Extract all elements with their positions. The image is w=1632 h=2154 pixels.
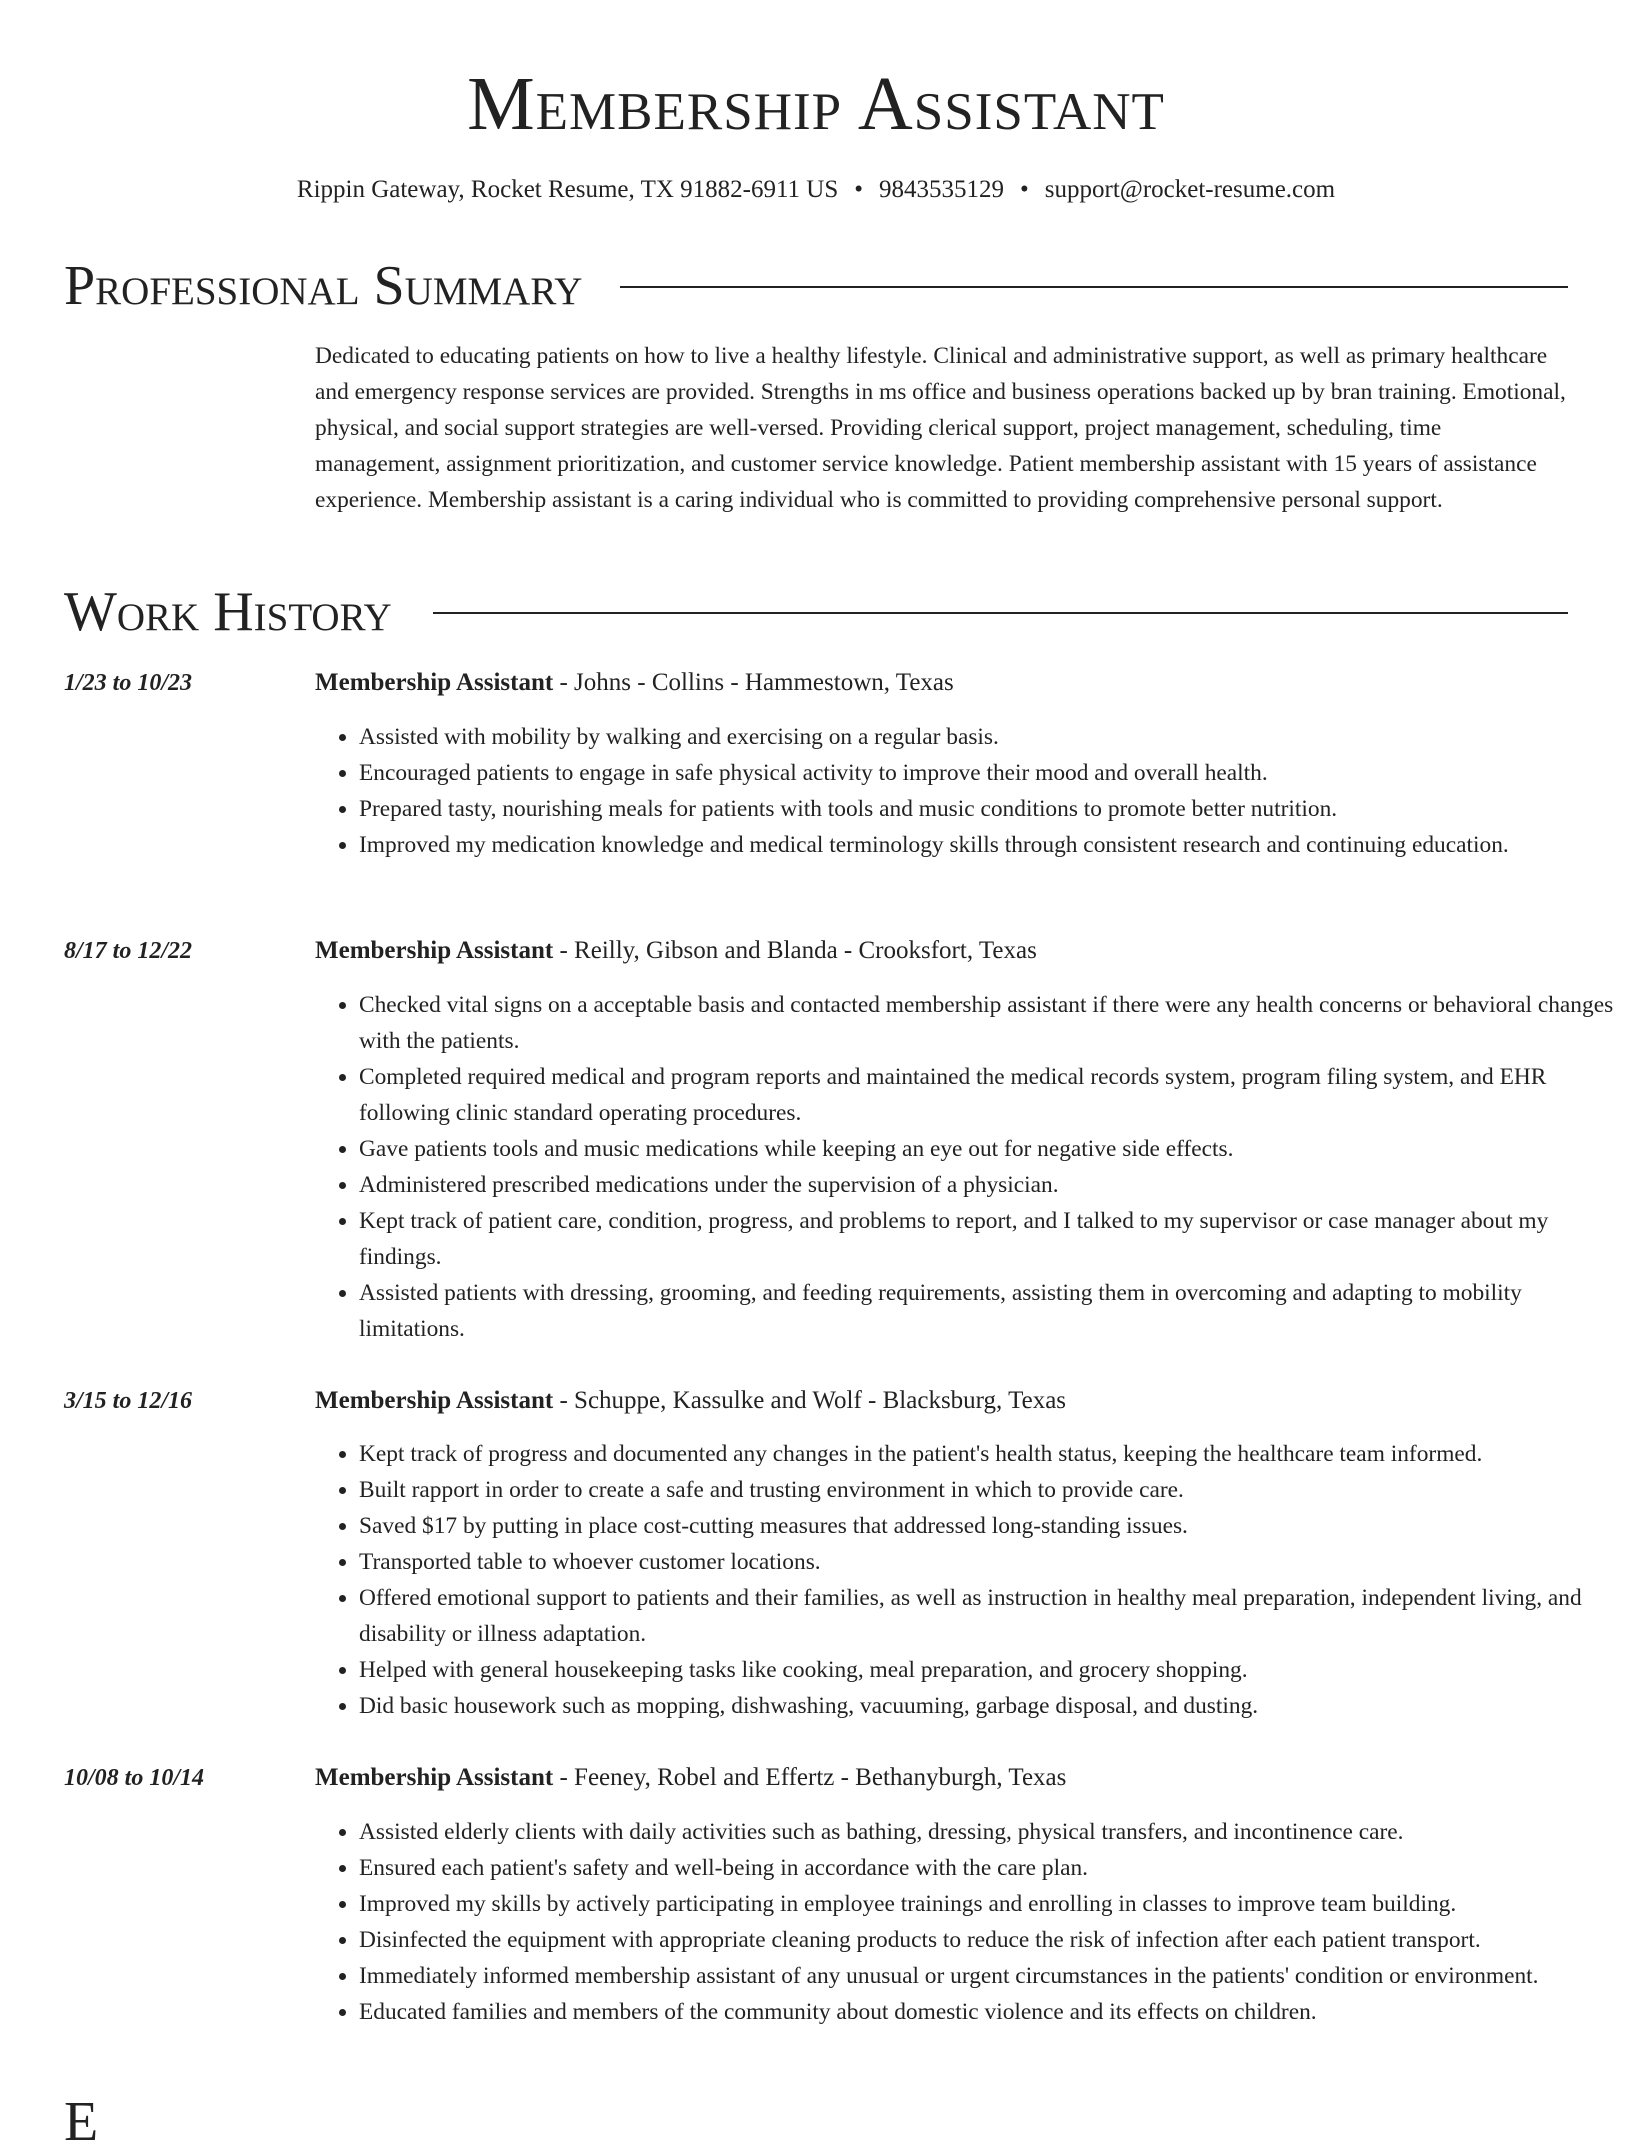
job-bullet: • Administered prescribed medications under the supervision of a physician. <box>359 1167 1614 1203</box>
job-bullet: • Did basic housework such as mopping, dishwashing, vacuuming, garbage disposal, and dusting. <box>359 1688 1614 1724</box>
contact-separator: • <box>854 176 864 203</box>
job-bullets <box>315 987 1614 1347</box>
job-header <box>315 665 954 701</box>
job-title: Membership Assistant <box>315 937 554 964</box>
job-header <box>315 933 1037 969</box>
job-bullet: • Gave patients tools and music medications while keeping an eye out for negative side effects. <box>359 1131 1614 1167</box>
job-employer: - Feeney, Robel and Effertz - Bethanyburgh, Texas <box>553 1764 1067 1791</box>
job-title: Membership Assistant <box>315 1387 554 1414</box>
job-bullet: • Saved $17 by putting in place cost-cutting measures that addressed long-standing issues. <box>359 1508 1614 1544</box>
job-bullets <box>315 1814 1614 2030</box>
summary-text: Dedicated to educating patients on how to live a healthy lifestyle. Clinical and administrative support, as well as primary healthcare and emergency response services are provided. Strengths in ms office and business operations backed up by bran training. Emotional, physical, and social support strategies are well-versed. Providing clerical support, project management, scheduling, time management, assignment prioritization, and customer service knowledge. Patient membership assistant with 15 years of assistance experience. Membership assistant is a caring individual who is committed to providing comprehensive personal support. <box>315 343 1566 513</box>
job-bullet: • Encouraged patients to engage in safe physical activity to improve their mood and overall health. <box>359 755 1614 791</box>
section-rule <box>433 612 1568 614</box>
job-bullet: • Immediately informed membership assistant of any unusual or urgent circumstances in the patients' condition or environment. <box>359 1958 1614 1994</box>
contact-email: support@rocket-resume.com <box>1044 176 1336 203</box>
contact-separator: • <box>1020 176 1029 203</box>
job-dates: 8/17 to 12/22 <box>64 938 193 964</box>
job-title: Membership Assistant <box>315 669 554 696</box>
section-heading-summary: Professional Summary <box>64 254 612 318</box>
job-bullet: • Completed required medical and program reports and maintained the medical records system, program filing system, and EHR following clinic standard operating procedures. <box>359 1059 1614 1131</box>
job-bullet: • Helped with general housekeeping tasks like cooking, meal preparation, and grocery shopping. <box>359 1652 1614 1688</box>
section-heading-work-history: Work History <box>64 580 422 644</box>
contact-line <box>0 172 1632 208</box>
job-bullet: • Transported table to whoever customer locations. <box>359 1544 1614 1580</box>
job-title: Membership Assistant <box>315 1764 554 1791</box>
section-heading-partial: E <box>64 2091 99 2153</box>
contact-phone: 9843535129 <box>879 176 1005 203</box>
job-dates: 1/23 to 10/23 <box>64 670 193 696</box>
contact-address: Rippin Gateway, Rocket Resume, TX 91882-6911 US <box>296 176 839 203</box>
job-bullet: • Assisted elderly clients with daily activities such as bathing, dressing, physical transfers, and incontinence care. <box>359 1814 1614 1850</box>
job-header <box>315 1760 1066 1796</box>
job-dates: 3/15 to 12/16 <box>64 1388 193 1414</box>
job-employer: - Johns - Collins - Hammestown, Texas <box>553 669 954 696</box>
job-bullets <box>315 1436 1614 1724</box>
section-rule <box>620 286 1568 288</box>
job-bullet: • Disinfected the equipment with appropriate cleaning products to reduce the risk of infection after each patient transport. <box>359 1922 1614 1958</box>
job-employer: - Schuppe, Kassulke and Wolf - Blacksburg, Texas <box>553 1387 1067 1414</box>
candidate-name: Membership Assistant <box>467 62 1165 146</box>
job-bullet: • Kept track of patient care, condition, progress, and problems to report, and I talked to my supervisor or case manager about my findings. <box>359 1203 1614 1275</box>
job-bullet: • Assisted with mobility by walking and exercising on a regular basis. <box>359 719 1614 755</box>
job-bullet: • Kept track of progress and documented any changes in the patient's health status, keeping the healthcare team informed. <box>359 1436 1614 1472</box>
job-bullet: • Assisted patients with dressing, grooming, and feeding requirements, assisting them in overcoming and adapting to mobility limitations. <box>359 1275 1614 1347</box>
job-employer: - Reilly, Gibson and Blanda - Crooksfort, Texas <box>553 937 1037 964</box>
job-bullets <box>315 719 1614 863</box>
job-dates: 10/08 to 10/14 <box>64 1765 205 1791</box>
job-bullet: • Checked vital signs on a acceptable basis and contacted membership assistant if there were any health concerns or behavioral changes with the patients. <box>359 987 1614 1059</box>
job-bullet: • Offered emotional support to patients and their families, as well as instruction in healthy meal preparation, independent living, and disability or illness adaptation. <box>359 1580 1614 1652</box>
job-bullet: • Improved my skills by actively participating in employee trainings and enrolling in classes to improve team building. <box>359 1886 1614 1922</box>
job-bullet: • Educated families and members of the community about domestic violence and its effects on children. <box>359 1994 1614 2030</box>
job-bullet: • Prepared tasty, nourishing meals for patients with tools and music conditions to promote better nutrition. <box>359 791 1614 827</box>
job-bullet: • Built rapport in order to create a safe and trusting environment in which to provide care. <box>359 1472 1614 1508</box>
job-header <box>315 1383 1066 1419</box>
job-bullet: • Ensured each patient's safety and well-being in accordance with the care plan. <box>359 1850 1614 1886</box>
job-bullet: • Improved my medication knowledge and medical terminology skills through consistent research and continuing education. <box>359 827 1614 863</box>
